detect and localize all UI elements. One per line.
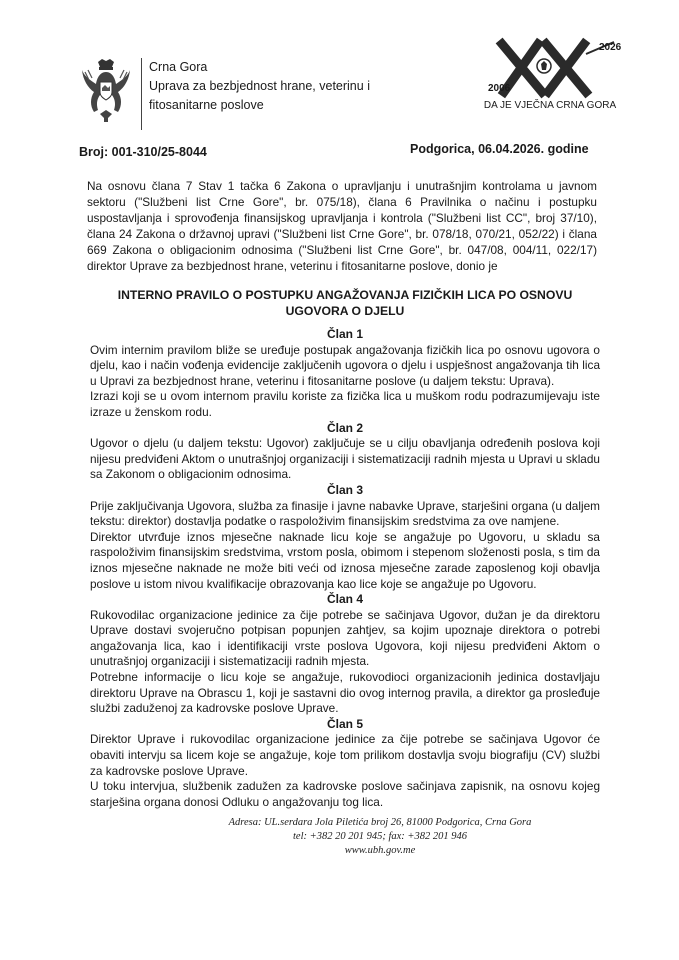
article (90, 327, 600, 421)
article-paragraph: U toku intervjua, službenik zadužen za kadrovske poslove sačinjava zapisnik, na osnovu kojeg starješina organa donosi Odluku o angažovanju tog lica. (90, 779, 600, 809)
footer-address: Adresa: UL.serdara Jola Piletića broj 26, 81000 Podgorica, Crna Gora (228, 817, 532, 828)
article-heading: Član 4 (326, 592, 363, 607)
jubilee-year-start: 2006 (488, 83, 511, 94)
place-date: Podgorica, 06.04.2026. godine (410, 142, 589, 156)
header-divider (141, 58, 142, 130)
footer-website[interactable]: www.ubh.gov.me (344, 845, 416, 856)
article-heading: Član 2 (326, 420, 363, 435)
article-paragraph: Rukovodilac organizacione jedinice za čije potrebe se sačinjava Ugovor, dužan je da direktoru Uprave dostavi svojeručno potpisan popunjen zahtjev, sa kojim upoznaje direktora o potrebi angažovanja lica, kao i identifikaciji vrste poslova Ugovora, koji nijesu predviđeni Aktom o unutrašnjoj organizaciji i sistematizaciji radnih mjesta. (90, 607, 600, 669)
article-heading: Član 5 (326, 716, 363, 731)
footer-phones: tel: +382 20 201 945; fax: +382 201 946 (293, 831, 467, 842)
title-line: INTERNO PRAVILO O POSTUPKU ANGAŽOVANJA FIZIČKIH LICA PO OSNOVU (117, 288, 573, 302)
institution-name (149, 58, 370, 115)
title-line: UGOVORA O DJELU (285, 304, 405, 318)
institution-line: Uprava za bezbjednost hrane, veterinu i (149, 79, 370, 93)
article (90, 592, 600, 717)
article-paragraph: Ovim internim pravilom bliže se uređuje postupak angažovanja fizičkih lica po osnovu ugovora o djelu, kao i način vođenja evidencije zaključenih ugovora o djelu i uspješnost angažovanja tih lica u Upravi za bezbjednost hrane, veterinu i fitosanitarne poslove (u daljem tekstu: Uprava). (90, 342, 600, 388)
article-paragraph: Ugovor o djelu (u daljem tekstu: Ugovor) zaključuje se u cilju obavljanja određenih poslova koji nijesu predviđeni Aktom o unutrašnjoj organizaciji i sistematizaciji radnih mjesta u Upravi u skladu sa Zakonom o obligacionim odnosima. (90, 436, 600, 482)
article (90, 483, 600, 592)
institution-line: Crna Gora (149, 60, 208, 74)
coat-of-arms-icon (80, 58, 132, 124)
article-paragraph: Potrebne informacije o licu koje se angažuje, rukovodioci organizacionih jedinica dostavljaju direktoru Uprave na Obrascu 1, koji je sastavni dio ovog internog pravila, a direktor ga prosleđuje službi zaduženoj za kadrovske poslove Uprave. (90, 670, 600, 716)
footer-contact (200, 816, 560, 858)
article-paragraph: Prije zaključivanja Ugovora, služba za finasije i javne nabavke Uprave, starješini organa (u daljem tekstu: direktor) dostavlja podatke o raspoloživim finansijskim sredstvima za ove namjene. (90, 498, 600, 529)
document-title (96, 287, 594, 319)
jubilee-year-end: 2026 (599, 42, 622, 53)
document-body (90, 327, 600, 810)
jubilee-slogan: DA JE VJEČNA CRNA GORA (483, 100, 617, 111)
article-heading: Član 3 (326, 482, 363, 497)
preamble: Na osnovu člana 7 Stav 1 tačka 6 Zakona o upravljanju i unutrašnjim kontrolama u javnom sektoru ("Službeni list Crne Gore", br. 075/18), člana 6 Pravilnika o načinu i postupku uspostavljanja i sprovođenja finansijskog upravljanja i kontrola ("Službeni list CC", broj 37/10), člana 24 Zakona o državnoj upravi ("Službeni list Crne Gore", br. 078/18, 070/21, 052/22) i člana 669 Zakona o obligacionim odnosima ("Službeni list Crne Gore", br. 047/08, 004/11, 022/17) direktor Uprave za bezbjednost hrane, veterinu i fitosanitarne poslove, donio je (87, 179, 597, 273)
article-heading: Član 1 (326, 327, 363, 341)
article-paragraph: Izrazi koji se u ovom internom pravilu koriste za fizička lica u muškom rodu podrazumijevaju iste izraze u ženskom rodu. (90, 389, 600, 419)
jubilee-logo (483, 36, 622, 114)
reference-number: Broj: 001-310/25-8044 (79, 145, 207, 159)
article (90, 421, 600, 483)
article (90, 717, 600, 811)
institution-line: fitosanitarne poslove (149, 98, 264, 112)
article-paragraph: Direktor utvrđuje iznos mjesečne naknade licu koje se angažuje po Ugovoru, u skladu sa raspoloživim finansijskim sredstvima, vrstom posla, obimom i stepenom složenosti posla, s tim da iznos mjesečne naknade ne može biti veći od iznosa mjesečne zarade zaposlenog koji obavlja poslove u istom nivou kvalifikacije obrazovanja kao lice koje se angažuje po Ugovoru. (90, 529, 600, 591)
article-paragraph: Direktor Uprave i rukovodilac organizacione jedinice za čije potrebe se sačinjava Ugovor će obaviti intervju sa licem koje se angažuje, koje tom prilikom dostavlja svoju biografiju (CV) službi za kadrovske poslove Uprave. (90, 732, 600, 778)
